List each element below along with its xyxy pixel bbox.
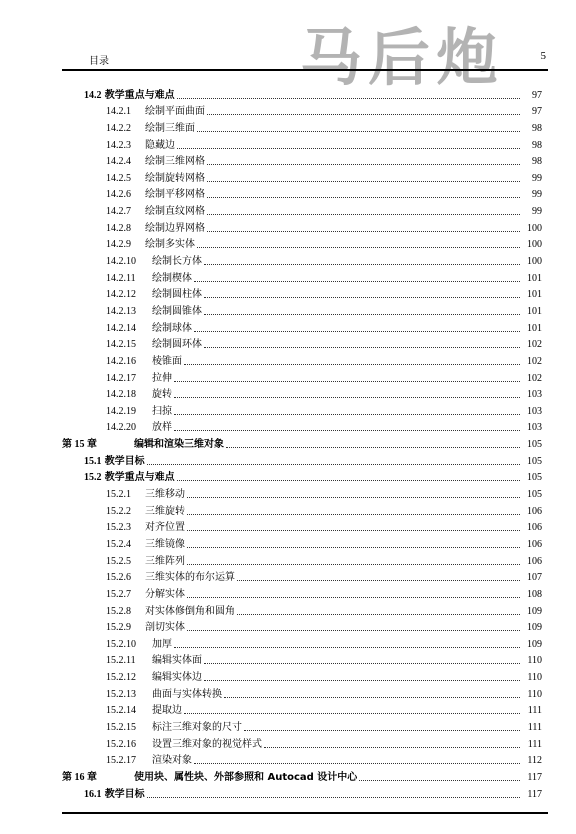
toc-leader-dots — [187, 630, 520, 631]
toc-entry-number: 14.2.7 — [106, 206, 131, 218]
toc-entry-title: 三维阵列 — [145, 555, 185, 567]
toc-entry-page: 109 — [527, 622, 542, 634]
toc-entry[interactable] — [62, 201, 542, 218]
toc-entry[interactable] — [62, 318, 542, 335]
toc-entry-page: 103 — [527, 422, 542, 434]
toc-entry-number: 15.2.5 — [106, 555, 131, 567]
toc-entry-number: 14.2.15 — [106, 339, 136, 351]
toc-entry-title: 曲面与实体转换 — [152, 688, 222, 700]
toc-entry-page: 99 — [532, 206, 542, 218]
toc-leader-dots — [147, 797, 520, 798]
toc-entry[interactable] — [62, 751, 542, 768]
toc-entry-page: 100 — [527, 256, 542, 268]
toc-entry[interactable] — [62, 418, 542, 435]
toc-entry-page: 100 — [527, 222, 542, 234]
toc-entry-page: 110 — [527, 688, 542, 700]
toc-entry-title: 教学重点与难点 — [104, 472, 175, 484]
toc-entry-page: 106 — [527, 505, 542, 517]
toc-entry[interactable] — [62, 185, 542, 202]
toc-entry-title: 教学重点与难点 — [104, 89, 175, 101]
toc-leader-dots — [174, 381, 520, 382]
toc-entry-title: 加厚 — [152, 638, 172, 650]
toc-entry[interactable] — [62, 368, 542, 385]
toc-entry-number: 15.2.15 — [106, 721, 136, 733]
toc-leader-dots — [207, 231, 520, 232]
toc-entry[interactable] — [62, 784, 542, 801]
toc-entry-page: 101 — [527, 289, 542, 301]
toc-entry-title: 对齐位置 — [145, 522, 185, 534]
toc-leader-dots — [207, 181, 520, 182]
toc-entry-number: 14.2.13 — [106, 305, 136, 317]
toc-entry-title: 编辑和渲染三维对象 — [134, 439, 224, 451]
toc-leader-dots — [204, 680, 520, 681]
toc-entry[interactable] — [62, 118, 542, 135]
toc-leader-dots — [177, 98, 520, 99]
toc-leader-dots — [187, 597, 520, 598]
toc-leader-dots — [207, 164, 520, 165]
toc-leader-dots — [204, 314, 520, 315]
toc-entry[interactable] — [62, 385, 542, 402]
toc-entry-page: 98 — [532, 139, 542, 151]
toc-entry[interactable] — [62, 335, 542, 352]
toc-entry[interactable] — [62, 568, 542, 585]
toc-leader-dots — [174, 647, 520, 648]
toc-entry-page: 101 — [527, 272, 542, 284]
toc-leader-dots — [187, 497, 520, 498]
toc-entry-number: 15.2.3 — [106, 522, 131, 534]
toc-entry-page: 99 — [532, 172, 542, 184]
toc-entry-title: 隐藏边 — [145, 139, 175, 151]
toc-leader-dots — [194, 331, 520, 332]
header-rule — [62, 69, 548, 71]
toc-entry-number: 16.1 — [84, 788, 102, 800]
toc-leader-dots — [194, 763, 520, 764]
toc-entry[interactable] — [62, 734, 542, 751]
toc-entry[interactable] — [62, 518, 542, 535]
toc-entry-number: 15.2.7 — [106, 588, 131, 600]
toc-entry-page: 105 — [527, 489, 542, 501]
toc-leader-dots — [187, 547, 520, 548]
toc-leader-dots — [244, 730, 520, 731]
toc-entry[interactable] — [62, 301, 542, 318]
toc-leader-dots — [174, 430, 520, 431]
toc-entry-page: 102 — [527, 339, 542, 351]
toc-entry-page: 117 — [527, 788, 542, 800]
toc-entry[interactable] — [62, 634, 542, 651]
toc-entry-page: 109 — [527, 605, 542, 617]
toc-entry-number: 14.2.5 — [106, 172, 131, 184]
toc-entry-title: 渲染对象 — [152, 755, 192, 767]
toc-entry-title: 绘制多实体 — [145, 239, 195, 251]
toc-entry-title: 绘制三维面 — [145, 122, 195, 134]
toc-leader-dots — [177, 148, 520, 149]
toc-entry[interactable] — [62, 218, 542, 235]
toc-leader-dots — [187, 564, 520, 565]
toc-leader-dots — [207, 114, 520, 115]
toc-entry[interactable] — [62, 651, 542, 668]
toc-entry-title: 绘制圆锥体 — [152, 305, 202, 317]
toc-entry-title: 剖切实体 — [145, 622, 185, 634]
toc-entry[interactable] — [62, 401, 542, 418]
toc-entry[interactable] — [62, 601, 542, 618]
toc-leader-dots — [197, 131, 520, 132]
toc-entry-number: 14.2.3 — [106, 139, 131, 151]
toc-entry-title: 提取边 — [152, 705, 182, 717]
toc-entry-number: 15.2.2 — [106, 505, 131, 517]
table-of-contents — [62, 85, 542, 801]
toc-entry-number: 14.2.8 — [106, 222, 131, 234]
toc-leader-dots — [224, 697, 520, 698]
toc-entry[interactable] — [62, 152, 542, 169]
toc-entry-title: 放样 — [152, 422, 172, 434]
toc-entry-title: 棱锥面 — [152, 355, 182, 367]
toc-entry[interactable] — [62, 135, 542, 152]
toc-entry-number: 14.2.11 — [106, 272, 136, 284]
toc-entry[interactable] — [62, 268, 542, 285]
toc-entry-page: 105 — [527, 439, 542, 451]
toc-entry-number: 15.2.4 — [106, 538, 131, 550]
toc-entry-title: 分解实体 — [145, 588, 185, 600]
toc-entry-title: 旋转 — [152, 389, 172, 401]
toc-leader-dots — [207, 197, 520, 198]
toc-leader-dots — [147, 464, 520, 465]
toc-entry-number: 15.2.17 — [106, 755, 136, 767]
toc-leader-dots — [184, 713, 520, 714]
toc-entry[interactable] — [62, 102, 542, 119]
toc-entry-title: 教学目标 — [104, 788, 145, 800]
toc-entry-title: 绘制球体 — [152, 322, 192, 334]
page-number: 5 — [540, 50, 546, 62]
toc-leader-dots — [237, 580, 520, 581]
toc-entry[interactable] — [62, 168, 542, 185]
toc-entry-page: 106 — [527, 538, 542, 550]
toc-leader-dots — [174, 414, 520, 415]
toc-leader-dots — [207, 214, 520, 215]
toc-entry-number: 14.2.10 — [106, 256, 136, 268]
toc-entry-title: 三维实体的布尔运算 — [145, 572, 235, 584]
toc-entry-title: 设置三维对象的视觉样式 — [152, 738, 262, 750]
toc-entry-number: 15.2.16 — [106, 738, 136, 750]
footer-rule — [62, 812, 548, 814]
toc-entry-title: 三维移动 — [145, 489, 185, 501]
toc-entry-page: 111 — [527, 721, 542, 733]
toc-entry-page: 101 — [527, 305, 542, 317]
toc-leader-dots — [184, 364, 520, 365]
toc-leader-dots — [204, 264, 520, 265]
toc-entry-title: 三维旋转 — [145, 505, 185, 517]
toc-entry-number: 15.1 — [84, 455, 102, 467]
toc-entry-page: 109 — [527, 638, 542, 650]
toc-entry-title: 编辑实体边 — [152, 672, 202, 684]
toc-entry-number: 14.2.14 — [106, 322, 136, 334]
toc-entry-title: 标注三维对象的尺寸 — [152, 721, 242, 733]
toc-entry[interactable] — [62, 484, 542, 501]
toc-entry-page: 97 — [532, 89, 542, 101]
toc-entry[interactable] — [62, 534, 542, 551]
toc-entry-number: 14.2.9 — [106, 239, 131, 251]
toc-leader-dots — [197, 247, 520, 248]
toc-entry-title: 绘制楔体 — [152, 272, 192, 284]
toc-entry-page: 108 — [527, 588, 542, 600]
toc-entry-page: 105 — [527, 472, 542, 484]
toc-entry[interactable] — [62, 468, 542, 485]
running-header: 目录 — [89, 56, 109, 67]
toc-entry[interactable] — [62, 501, 542, 518]
toc-entry-title: 绘制长方体 — [152, 256, 202, 268]
toc-entry[interactable] — [62, 684, 542, 701]
toc-entry-title: 使用块、属性块、外部参照和 Autocad 设计中心 — [134, 771, 358, 783]
toc-entry[interactable] — [62, 285, 542, 302]
toc-entry-page: 107 — [527, 572, 542, 584]
toc-entry[interactable] — [62, 667, 542, 684]
toc-entry-number: 15.2 — [84, 472, 102, 484]
toc-entry-number: 14.2.12 — [106, 289, 136, 301]
toc-entry-page: 102 — [527, 372, 542, 384]
toc-entry[interactable] — [62, 717, 542, 734]
toc-leader-dots — [359, 780, 520, 781]
toc-entry-page: 103 — [527, 389, 542, 401]
toc-entry-title: 教学目标 — [104, 455, 145, 467]
watermark: 马后炮 — [300, 21, 505, 94]
toc-entry-number: 14.2.1 — [106, 106, 131, 118]
toc-entry-page: 100 — [527, 239, 542, 251]
toc-entry-title: 扫掠 — [152, 405, 172, 417]
toc-entry-page: 99 — [532, 189, 542, 201]
toc-entry-number: 14.2 — [84, 89, 102, 101]
toc-entry-number: 14.2.4 — [106, 156, 131, 168]
toc-entry-number: 14.2.19 — [106, 405, 136, 417]
toc-entry-page: 102 — [527, 355, 542, 367]
toc-entry-number: 15.2.11 — [106, 655, 136, 667]
toc-entry-number: 14.2.20 — [106, 422, 136, 434]
toc-entry-number: 15.2.1 — [106, 489, 131, 501]
toc-entry-number: 14.2.18 — [106, 389, 136, 401]
toc-entry-number: 15.2.10 — [106, 638, 136, 650]
toc-entry-title: 绘制边界网格 — [145, 222, 205, 234]
toc-leader-dots — [187, 530, 520, 531]
toc-entry-page: 111 — [527, 738, 542, 750]
toc-entry-page: 112 — [527, 755, 542, 767]
toc-entry-page: 98 — [532, 156, 542, 168]
toc-entry-title: 三维镜像 — [145, 538, 185, 550]
toc-entry-page: 98 — [532, 122, 542, 134]
toc-entry-page: 103 — [527, 405, 542, 417]
toc-entry-page: 97 — [532, 106, 542, 118]
toc-entry-title: 绘制旋转网格 — [145, 172, 205, 184]
toc-leader-dots — [226, 447, 520, 448]
toc-entry-title: 绘制圆柱体 — [152, 289, 202, 301]
toc-entry-number: 15.2.8 — [106, 605, 131, 617]
toc-entry[interactable] — [62, 85, 542, 102]
toc-entry-title: 绘制平面曲面 — [145, 106, 205, 118]
toc-leader-dots — [204, 347, 520, 348]
toc-entry[interactable] — [62, 251, 542, 268]
toc-entry[interactable] — [62, 551, 542, 568]
toc-entry-page: 106 — [527, 522, 542, 534]
toc-entry[interactable] — [62, 701, 542, 718]
toc-entry-number: 15.2.13 — [106, 688, 136, 700]
toc-entry-title: 对实体修倒角和圆角 — [145, 605, 235, 617]
toc-entry-page: 106 — [527, 555, 542, 567]
toc-entry-number: 14.2.2 — [106, 122, 131, 134]
toc-entry-number: 14.2.16 — [106, 355, 136, 367]
toc-entry-number: 15.2.9 — [106, 622, 131, 634]
toc-entry-page: 110 — [527, 672, 542, 684]
toc-leader-dots — [177, 480, 520, 481]
toc-entry-page: 117 — [527, 771, 542, 783]
toc-entry-page: 101 — [527, 322, 542, 334]
toc-entry[interactable] — [62, 767, 542, 784]
toc-entry-number: 14.2.17 — [106, 372, 136, 384]
toc-entry-number: 15.2.14 — [106, 705, 136, 717]
toc-leader-dots — [174, 397, 520, 398]
toc-entry[interactable] — [62, 235, 542, 252]
toc-leader-dots — [204, 663, 520, 664]
toc-leader-dots — [204, 297, 520, 298]
toc-entry-title: 绘制三维网格 — [145, 156, 205, 168]
toc-entry[interactable] — [62, 451, 542, 468]
toc-entry-title: 拉伸 — [152, 372, 172, 384]
toc-entry-number: 15.2.6 — [106, 572, 131, 584]
toc-leader-dots — [237, 614, 520, 615]
toc-leader-dots — [187, 514, 520, 515]
toc-entry-page: 111 — [527, 705, 542, 717]
toc-entry-page: 110 — [527, 655, 542, 667]
toc-entry-title: 绘制平移网格 — [145, 189, 205, 201]
toc-entry[interactable] — [62, 584, 542, 601]
toc-leader-dots — [194, 281, 520, 282]
toc-entry[interactable] — [62, 351, 542, 368]
toc-entry-number: 14.2.6 — [106, 189, 131, 201]
toc-entry-number: 第 15 章 — [62, 439, 97, 451]
toc-entry-number: 15.2.12 — [106, 672, 136, 684]
toc-leader-dots — [264, 747, 520, 748]
toc-entry-page: 105 — [527, 455, 542, 467]
toc-entry-title: 绘制直纹网格 — [145, 206, 205, 218]
toc-entry[interactable] — [62, 434, 542, 451]
toc-entry-title: 绘制圆环体 — [152, 339, 202, 351]
toc-entry[interactable] — [62, 618, 542, 635]
toc-entry-title: 编辑实体面 — [152, 655, 202, 667]
toc-entry-number: 第 16 章 — [62, 771, 97, 783]
